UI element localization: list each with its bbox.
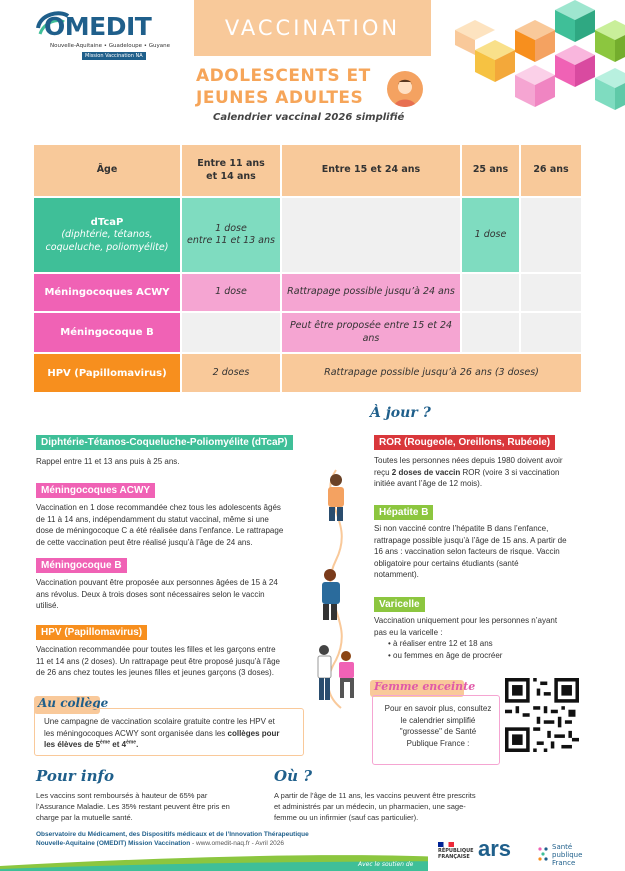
row-label-dtcap	[34, 198, 180, 272]
subtitle: Calendrier vaccinal 2026 simplifié	[213, 112, 405, 123]
ror-line-3: initiée avant l’âge de 12 mois).	[374, 479, 483, 489]
table-row-menacwy	[34, 274, 581, 311]
femme-heading: Femme enceinte	[374, 680, 476, 693]
dtcap-26-cell	[521, 198, 581, 272]
ajour-heading: À jour ?	[370, 405, 431, 421]
hepb-text	[374, 523, 582, 581]
college-line-2a: les méningocoques ACWY sont organisée dans les	[44, 728, 228, 738]
varicelle-b1: à réaliser entre 12 et 18 ans	[393, 639, 493, 649]
varicelle-bullet-1: • à réaliser entre 12 et 18 ans	[388, 639, 493, 649]
hpv-line-2: 11 et 14 ans (2 doses). Un rattrapage peut être proposé jusqu’à l’âge	[36, 656, 281, 666]
tag-menb: Méningocoque B	[36, 558, 127, 573]
ror-line-2b: 2 doses de vaccin	[391, 467, 461, 477]
college-line-3	[44, 739, 302, 751]
logo-mission: Mission Vaccination NA	[82, 52, 146, 60]
spf-line-2: publique	[552, 851, 583, 860]
hpv-15-26-cell: Rattrapage possible jusqu’à 26 ans (3 doses)	[282, 354, 581, 392]
spf-line-1: Santé	[552, 843, 573, 851]
menacwy-11-14-cell: 1 dose	[182, 274, 280, 311]
young-adult-avatar	[387, 71, 423, 107]
menb-26-cell	[521, 313, 581, 352]
menb-text	[36, 577, 302, 612]
header-25: 25 ans	[462, 145, 519, 196]
tag-hepb: Hépatite B	[374, 505, 433, 520]
tag-varicelle: Varicelle	[374, 597, 425, 612]
college-heading: Au collège	[38, 696, 109, 710]
sante-publique-france-logo	[552, 843, 582, 867]
dtcap-text: Rappel entre 11 et 13 ans puis à 25 ans.	[36, 457, 180, 466]
header-11-14	[182, 145, 280, 196]
tag-menacwy: Méningocoques ACWY	[36, 483, 155, 498]
varicelle-line-2: pas eu la varicelle :	[374, 627, 443, 637]
menb-15-24-cell: Peut être proposée entre 15 et 24 ans	[282, 313, 460, 352]
hepb-line-5: notamment).	[374, 570, 419, 580]
ou-heading: Où ?	[274, 767, 312, 785]
row-label-hpv: HPV (Papillomavirus)	[34, 354, 180, 392]
spf-line-3: France	[552, 859, 576, 868]
varicelle-line-1: Vaccination uniquement pour les personnes n’ayant	[374, 616, 558, 625]
header-26: 26 ans	[521, 145, 581, 196]
hepb-line-1: Si non vacciné contre l’hépatite B dans l’enfance,	[374, 524, 549, 533]
college-line-3a: les élèves de 5	[44, 740, 101, 750]
femme-line-1: Pour en savoir plus, consultez	[384, 704, 492, 713]
hpv-11-14-cell: 2 doses	[182, 354, 280, 392]
menb-11-14-cell	[182, 313, 280, 352]
people-illustration	[306, 460, 366, 710]
dtcap-sub1: (diphtérie, tétanos,	[61, 229, 153, 241]
title-line-1: ADOLESCENTS ET	[196, 66, 371, 86]
menb-line-1: Vaccination pouvant être proposée aux personnes âgées de 15 à 24	[36, 578, 278, 587]
femme-text	[380, 703, 496, 749]
vaccination-banner	[194, 0, 431, 56]
ou-line-1: A partir de l’âge de 11 ans, les vaccins peuvent être prescrits	[274, 791, 476, 800]
table-row-dtcap	[34, 198, 581, 272]
pourinfo-text	[36, 791, 258, 824]
menacwy-line-3: dose de méningocoque C a été réalisée dans l’enfance. Le rattrapage	[36, 526, 284, 536]
table-row-hpv	[34, 354, 581, 392]
hepb-line-3: 16 ans : vaccination selon facteurs de risque. Vaccin	[374, 547, 560, 557]
logo-wordmark: OMEDIT	[44, 12, 152, 41]
ror-line-2a: reçu	[374, 467, 392, 477]
banner-title: VACCINATION	[224, 16, 401, 40]
menacwy-line-2: de 11 à 14 ans, indépendamment du statut vaccinal, même si une	[36, 514, 269, 524]
menb-25-cell	[462, 313, 519, 352]
menacwy-15-24-cell: Rattrapage possible jusqu’à 24 ans	[282, 274, 460, 311]
ou-line-2: et administrés par un médecin, un pharmacien, une sage-	[274, 801, 466, 811]
row-label-menacwy: Méningocoques ACWY	[34, 274, 180, 311]
dtcap-11-14-cell	[182, 198, 280, 272]
tag-hpv: HPV (Papillomavirus)	[36, 625, 147, 640]
dtcap-label: dTcaP	[90, 217, 124, 229]
dtcap-25-cell: 1 dose	[462, 198, 519, 272]
menacwy-text	[36, 502, 302, 548]
hpv-text	[36, 644, 302, 679]
omedit-logo	[34, 8, 174, 58]
footer-credits	[36, 830, 309, 848]
pourinfo-line-3: charge par la mutuelle santé.	[36, 812, 133, 822]
varicelle-text	[374, 615, 582, 661]
pourinfo-line-1: Les vaccins sont remboursés à hauteur de 65% par	[36, 791, 208, 800]
college-text	[44, 716, 302, 751]
tag-dtcap: Diphtérie-Tétanos-Coqueluche-Poliomyélite (dTcaP)	[36, 435, 293, 450]
tricolor-flag-icon	[438, 842, 454, 847]
ars-logo: ars	[478, 836, 512, 861]
header-age: Âge	[34, 145, 180, 196]
ror-text	[374, 455, 582, 490]
spf-dots-icon	[537, 846, 550, 862]
logo-regions: Nouvelle-Aquitaine • Guadeloupe • Guyane	[50, 43, 170, 49]
tag-ror: ROR (Rougeole, Oreillons, Rubéole)	[374, 435, 555, 450]
hepb-line-2: rattrapage possible jusqu’à l’âge de 15 ans. A partir de	[374, 535, 567, 545]
dtcap-dose: 1 dose	[215, 222, 247, 234]
footer-line-1: Observatoire du Médicament, des Dispositifs médicaux et de l’Innovation Thérapeutique	[36, 831, 309, 838]
header-11-14-line1: Entre 11 ans	[197, 158, 265, 170]
republique-francaise-logo	[438, 842, 474, 860]
rf-label: RÉPUBLIQUE FRANÇAISE	[438, 848, 474, 860]
soutien-text: Avec le soutien de	[358, 861, 414, 868]
college-line-3c: .	[136, 740, 139, 750]
ror-line-2	[374, 467, 582, 479]
menacwy-26-cell	[521, 274, 581, 311]
femme-line-2: le calendrier simplifié	[400, 715, 476, 725]
qr-code[interactable]	[505, 678, 579, 752]
college-sup-2: ème	[126, 739, 137, 746]
menacwy-25-cell	[462, 274, 519, 311]
menb-line-2: ans révolus. Deux à trois doses sont nécessaires selon le vaccin	[36, 589, 265, 599]
header-15-24: Entre 15 et 24 ans	[282, 145, 460, 196]
footer-line-2: Nouvelle-Aquitaine (OMEDIT) Mission Vaccination	[36, 840, 191, 848]
dtcap-sub2: coqueluche, poliomyélite)	[45, 241, 169, 253]
femme-line-4: Publique France :	[406, 738, 470, 748]
varicelle-bullet-2: • ou femmes en âge de procréer	[388, 650, 503, 660]
ou-line-3: femme ou un infirmier (sauf cas particulier).	[274, 812, 419, 822]
ror-line-1: Toutes les personnes nées depuis 1980 doivent avoir	[374, 456, 563, 465]
ror-line-2c: ROR (voire 3 si vaccination	[460, 467, 560, 477]
table-row-menb	[34, 313, 581, 352]
row-label-menb: Méningocoque B	[34, 313, 180, 352]
ou-text	[274, 791, 524, 824]
hpv-line-3: de 26 ans chez toutes les jeunes filles et jeunes garçons (3 doses).	[36, 668, 274, 678]
header-11-14-line2: et 14 ans	[206, 170, 256, 182]
varicelle-b2: ou femmes en âge de procréer	[393, 650, 503, 660]
menacwy-line-1: Vaccination en 1 dose recommandée chez tous les adolescents âgés	[36, 503, 281, 512]
pourinfo-heading: Pour info	[36, 767, 114, 785]
title-line-2: JEUNES ADULTES	[196, 88, 364, 108]
decorative-cubes	[455, 0, 625, 120]
footer-line-2b: - www.omedit-naq.fr - Avril 2026	[190, 840, 285, 848]
dtcap-dose-age: entre 11 et 13 ans	[187, 235, 275, 246]
hepb-line-4: obligatoire pour certains étudiants (santé	[374, 558, 519, 568]
college-line-1: Une campagne de vaccination scolaire gratuite contre les HPV et	[44, 717, 275, 726]
college-line-3b: et 4	[110, 740, 127, 750]
femme-line-3: "grossesse" de Santé	[399, 727, 477, 737]
menacwy-line-4: de cette vaccination peut être réalisé jusqu’à l’âge de 24 ans.	[36, 537, 253, 547]
dtcap-15-24-cell	[282, 198, 460, 272]
hpv-line-1: Vaccination recommandée pour toutes les filles et les garçons entre	[36, 645, 276, 654]
college-line-2b: collèges pour	[227, 728, 280, 738]
college-sup-1: ème	[100, 739, 111, 746]
pourinfo-line-2: l’Assurance Maladie. Les 35% restant peuvent être pris en	[36, 801, 230, 811]
table-header-row	[34, 145, 581, 196]
menb-line-3: utilisé.	[36, 601, 59, 611]
college-line-2	[44, 728, 302, 740]
